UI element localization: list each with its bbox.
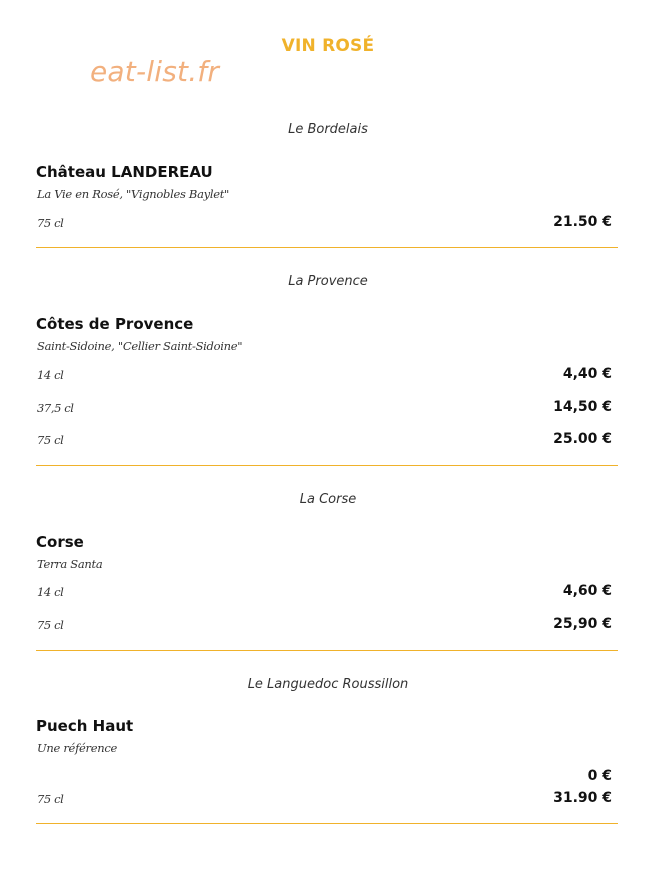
wine-description: Terra Santa (37, 557, 103, 571)
wine-description: Saint-Sidoine, "Cellier Saint-Sidoine" (37, 339, 243, 353)
bottle-size: 75 cl (37, 433, 64, 447)
bottle-size: 75 cl (37, 792, 64, 806)
price: 25.00 € (553, 431, 612, 447)
price: 21.50 € (553, 214, 612, 230)
wine-name: Corse (36, 533, 84, 551)
section-divider (36, 650, 618, 651)
price: 25,90 € (553, 616, 612, 632)
region-heading: La Provence (288, 274, 368, 289)
watermark: eat-list.fr (90, 55, 220, 88)
wine-name: Château LANDEREAU (36, 163, 213, 181)
section-divider (36, 465, 618, 466)
section-divider (36, 823, 618, 824)
price: 14,50 € (553, 399, 612, 415)
bottle-size: 14 cl (37, 368, 64, 382)
price: 4,60 € (562, 583, 612, 599)
wine-description: La Vie en Rosé, "Vignobles Baylet" (37, 187, 230, 201)
page-title: VIN ROSÉ (281, 36, 375, 56)
wine-name: Côtes de Provence (36, 315, 194, 333)
region-heading: Le Languedoc Roussillon (247, 677, 409, 692)
region-heading: La Corse (299, 492, 357, 507)
bottle-size: 14 cl (37, 585, 64, 599)
bottle-size: 75 cl (37, 216, 64, 230)
price: 0 € (587, 768, 612, 784)
section-divider (36, 247, 618, 248)
wine-description: Une référence (37, 741, 117, 755)
price: 31.90 € (553, 790, 612, 806)
wine-name: Puech Haut (36, 717, 134, 735)
region-heading: Le Bordelais (288, 122, 368, 137)
price: 4,40 € (562, 366, 612, 382)
bottle-size: 75 cl (37, 618, 64, 632)
bottle-size: 37,5 cl (37, 401, 74, 415)
